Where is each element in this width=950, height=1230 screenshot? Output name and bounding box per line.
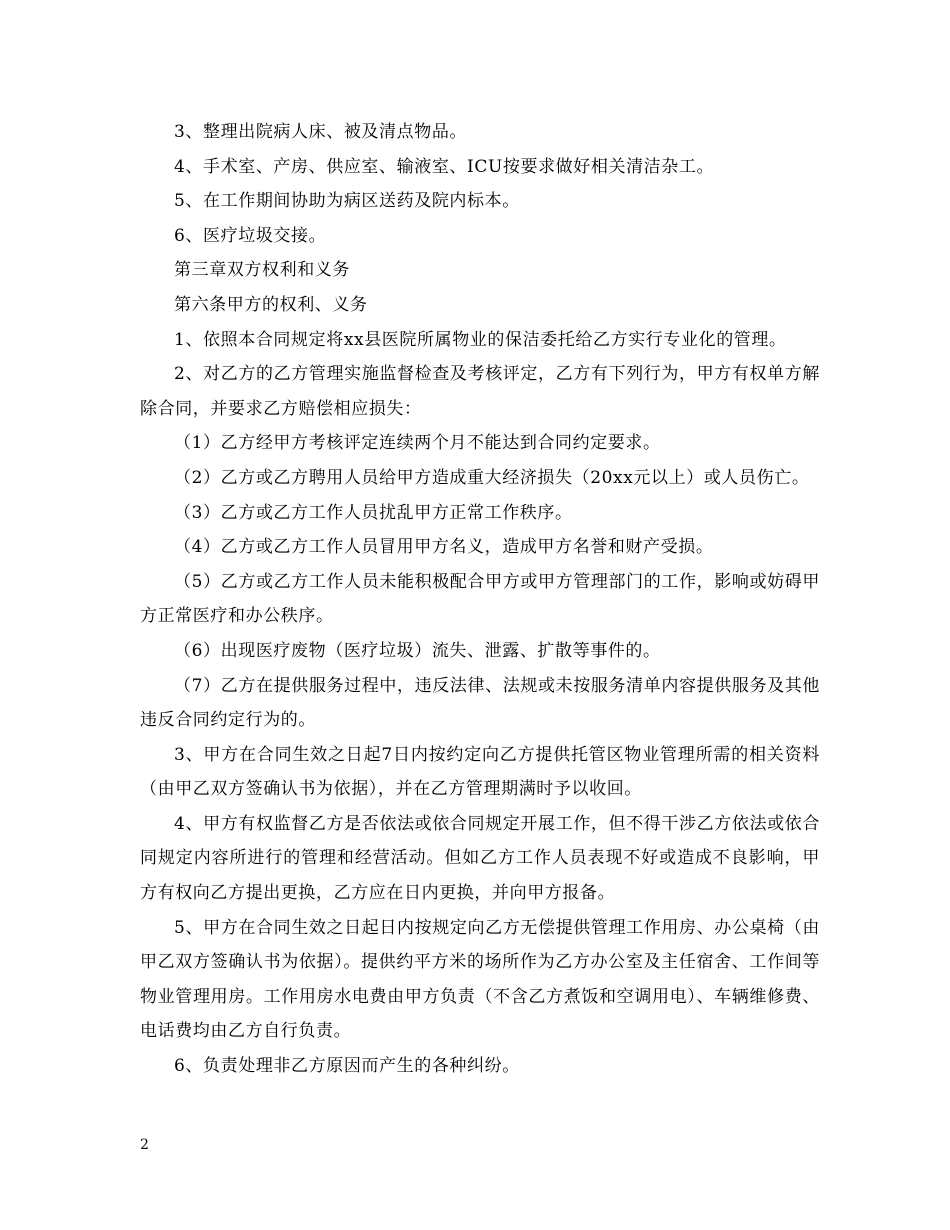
clause-6: 6、负责处理非乙方原因而产生的各种纠纷。: [174, 1056, 520, 1077]
sub-clause-2: （2）乙方或乙方聘用人员给甲方造成重大经济损失（20xx元以上）或人员伤亡。: [174, 467, 810, 488]
document-body: [140, 115, 820, 1084]
sub-clause-4: （4）乙方或乙方工作人员冒用甲方名义，造成甲方名誉和财产受损。: [174, 537, 714, 558]
chapter-heading: 第三章双方权利和义务: [174, 260, 350, 281]
sub-clause-3: （3）乙方或乙方工作人员扰乱甲方正常工作秩序。: [174, 502, 573, 523]
clause-1: 1、依照本合同规定将xx县医院所属物业的保洁委托给乙方实行专业化的管理。: [174, 329, 787, 350]
page-number: 2: [140, 1137, 149, 1153]
article-heading: 第六条甲方的权利、义务: [174, 294, 368, 315]
sub-clause-5: （5）乙方或乙方工作人员未能积极配合甲方或甲方管理部门的工作，影响或妨碍甲方正常医疗和办公秩序。: [140, 571, 820, 627]
clause-5: 5、甲方在合同生效之日起日内按规定向乙方无偿提供管理工作用房、办公桌椅（由甲乙双方签确认书为依据）。提供约平方米的场所作为乙方办公室及主任宿舍、工作间等物业管理用房。工作用房水电费由甲方负责（不含乙方煮饭和空调用电）、车辆维修费、电话费均由乙方自行负责。: [140, 917, 820, 1042]
paragraph-item-4: 4、手术室、产房、供应室、输液室、ICU按要求做好相关清洁杂工。: [174, 156, 715, 177]
clause-2: 2、对乙方的乙方管理实施监督检查及考核评定，乙方有下列行为，甲方有权单方解除合同，并要求乙方赔偿相应损失：: [140, 364, 820, 419]
clause-3: 3、甲方在合同生效之日起7日内按约定向乙方提供托管区物业管理所需的相关资料（由甲乙双方签确认书为依据），并在乙方管理期满时予以收回。: [140, 744, 820, 800]
sub-clause-6: （6）出现医疗废物（医疗垃圾）流失、泄露、扩散等事件的。: [174, 640, 661, 661]
clause-4: 4、甲方有权监督乙方是否依法或依合同规定开展工作，但不得干涉乙方依法或依合同规定内容所进行的管理和经营活动。但如乙方工作人员表现不好或造成不良影响，甲方有权向乙方提出更换，乙方应在日内更换，并向甲方报备。: [140, 813, 820, 904]
sub-clause-7: （7）乙方在提供服务过程中，违反法律、法规或未按服务清单内容提供服务及其他违反合同约定行为的。: [140, 675, 820, 731]
paragraph-item-6: 6、医疗垃圾交接。: [174, 225, 327, 246]
paragraph-item-5: 5、在工作期间协助为病区送药及院内标本。: [174, 191, 520, 212]
sub-clause-1: （1）乙方经甲方考核评定连续两个月不能达到合同约定要求。: [174, 433, 661, 454]
paragraph-item-3: 3、整理出院病人床、被及清点物品。: [174, 122, 468, 142]
